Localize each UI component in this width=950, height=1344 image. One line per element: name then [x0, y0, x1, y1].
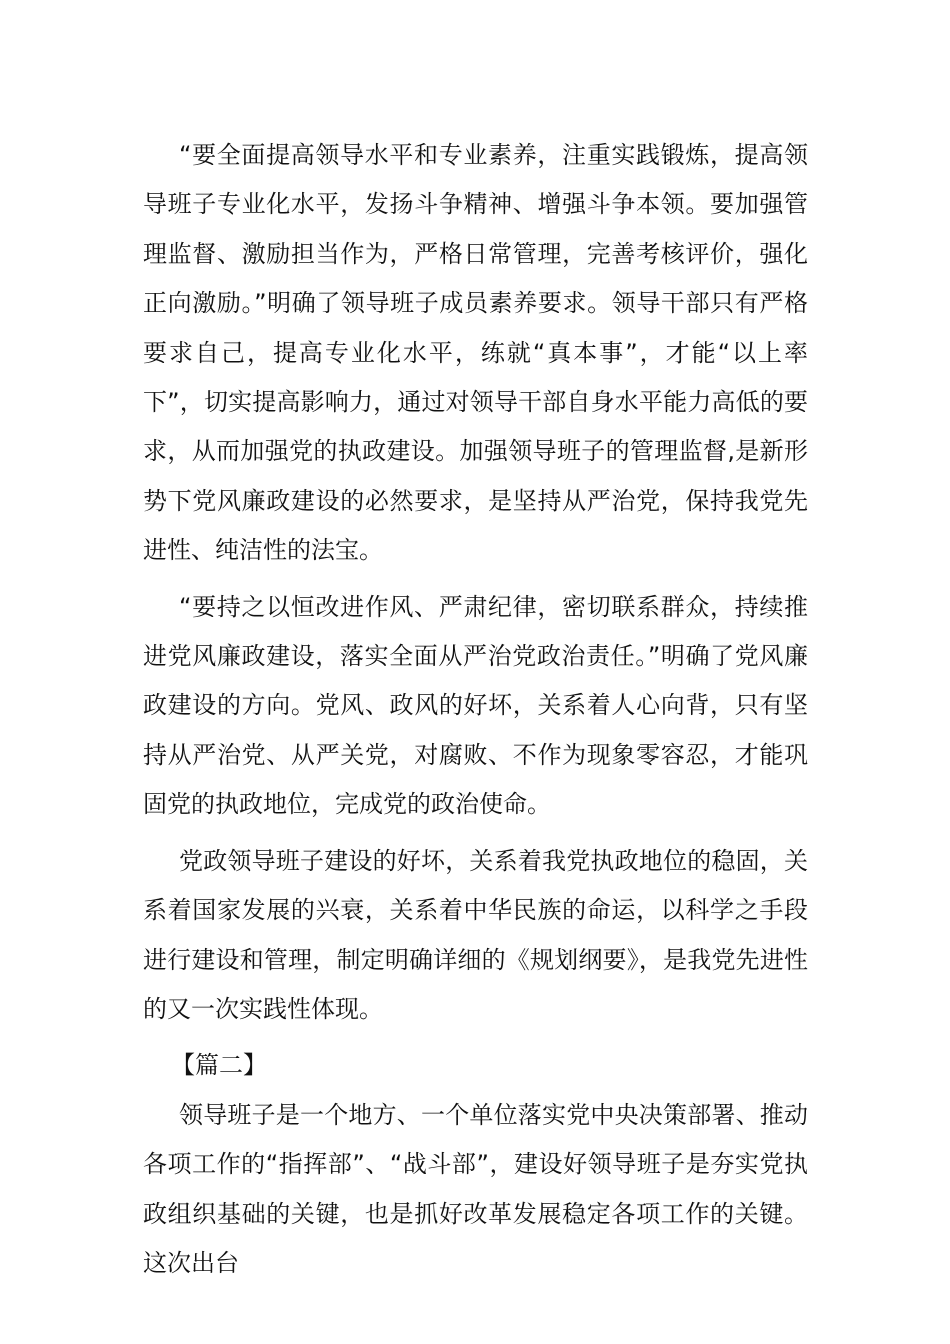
paragraph-section-two: 领导班子是一个地方、一个单位落实党中央决策部署、推动各项工作的“指挥部”、“战斗部”，建设好领导班子是夯实党执政组织基础的关键，也是抓好改革发展稳定各项工作的关键。这次出台	[143, 1100, 808, 1277]
paragraph-leadership-quality: “要全面提高领导水平和专业素养，注重实践锻炼，提高领导班子专业化水平，发扬斗争精神、增强斗争本领。要加强管理监督、激励担当作为，严格日常管理，完善考核评价，强化正向激励。”明确了领导班子成员素养要求。领导干部只有严格要求自己，提高专业化水平，练就“真本事”，才能“以上率下”，切实提高影响力，通过对领导干部自身水平能力高低的要求，从而加强党的执政建设。加强领导班子的管理监督,是新形势下党风廉政建设的必然要求，是坚持从严治党，保持我党先进性、纯洁性的法宝。	[143, 141, 808, 565]
document-body	[143, 131, 808, 1288]
paragraph-leadership-building: 党政领导班子建设的好坏，关系着我党执政地位的稳固，关系着国家发展的兴衰，关系着中华民族的命运，以科学之手段进行建设和管理，制定明确详细的《规划纲要》，是我党先进性的又一次实践性体现。	[143, 846, 808, 1023]
section-heading: 【篇二】	[171, 1051, 267, 1080]
paragraph-party-conduct: “要持之以恒改进作风、严肃纪律，密切联系群众，持续推进党风廉政建设，落实全面从严治党政治责任。”明确了党风廉政建设的方向。党风、政风的好坏，关系着人心向背，只有坚持从严治党、从严关党，对腐败、不作为现象零容忍，才能巩固党的执政地位，完成党的政治使命。	[143, 592, 808, 819]
